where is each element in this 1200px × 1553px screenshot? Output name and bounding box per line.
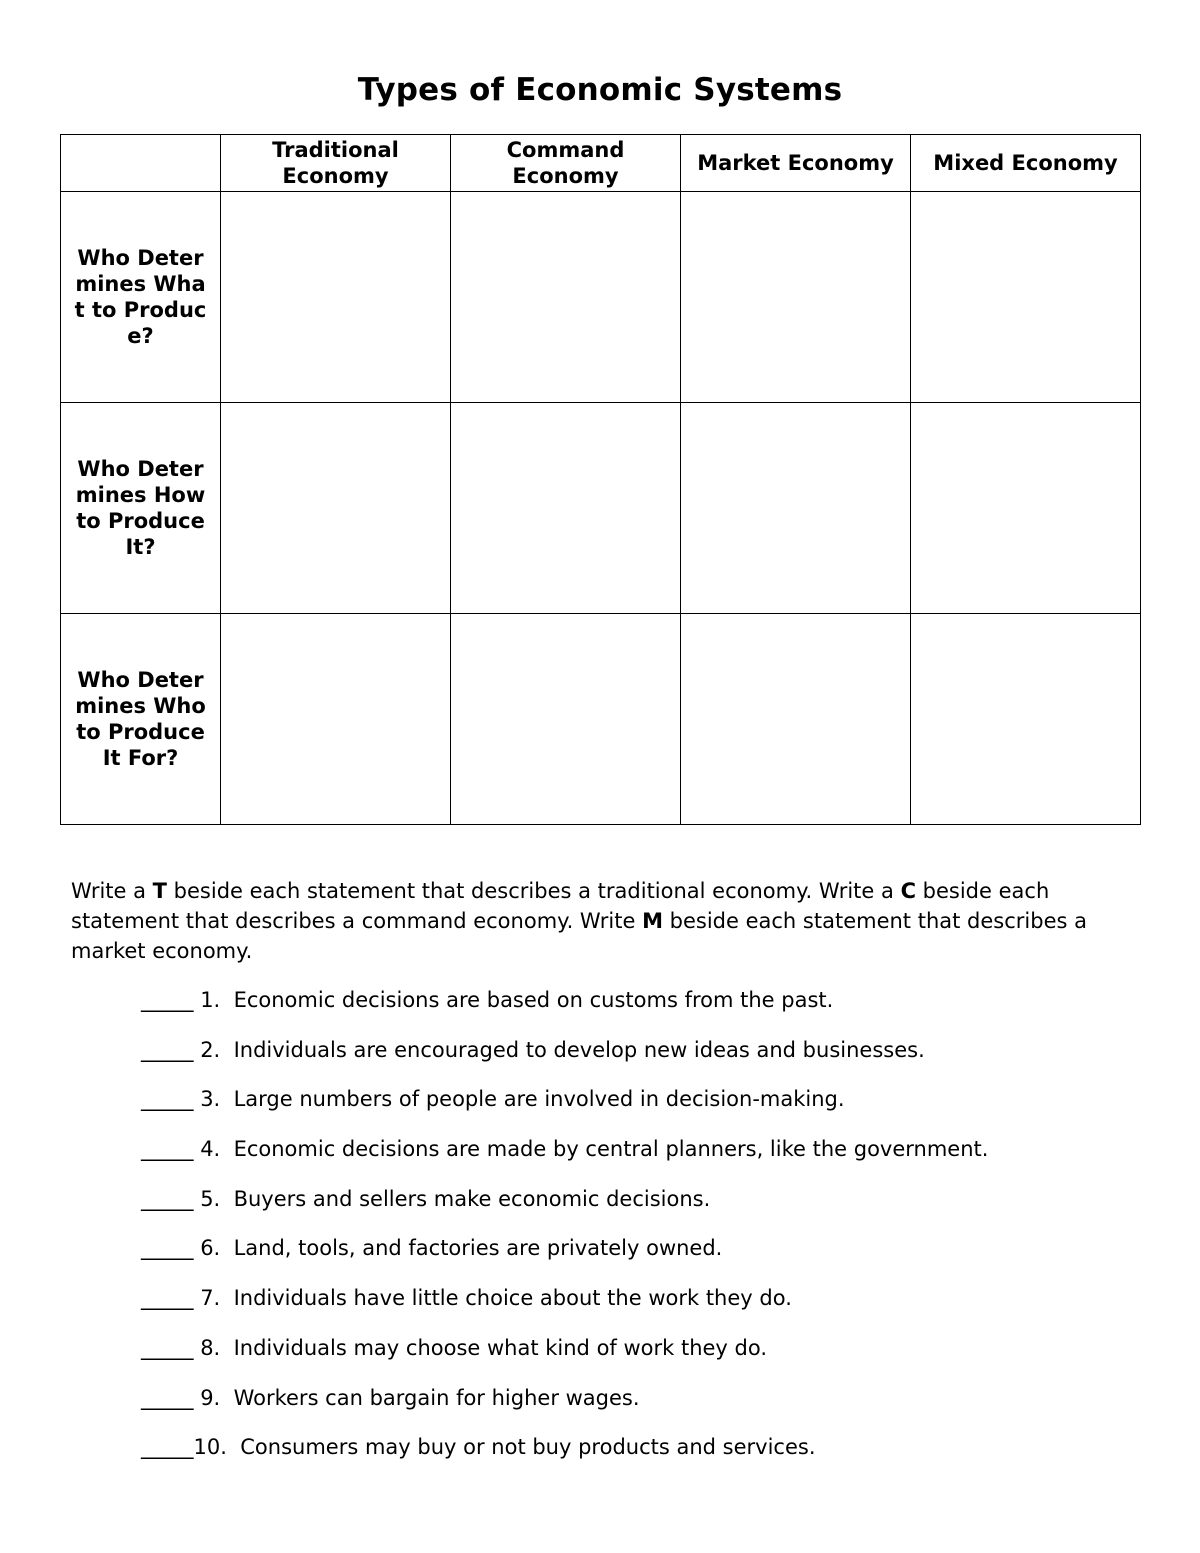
item-number: 5. (200, 1186, 221, 1211)
item-text: Large numbers of people are involved in decision-making. (220, 1087, 845, 1112)
row-label-how: Who Determines How to Produce It? (61, 403, 221, 614)
answer-cell[interactable] (911, 403, 1141, 614)
item-text: Buyers and sellers make economic decisions. (220, 1186, 711, 1211)
table-row (61, 403, 1141, 614)
item-number: 7. (200, 1286, 221, 1311)
answer-cell[interactable] (221, 192, 451, 403)
letter-t: T (152, 879, 167, 903)
answer-blank[interactable]: _____ (141, 1435, 194, 1460)
page-title: Types of Economic Systems (357, 72, 843, 108)
answer-blank[interactable]: _____ (141, 1385, 201, 1410)
item-number: 6. (200, 1236, 221, 1261)
list-item (141, 1084, 1141, 1134)
instructions-text: beside each statement that describes a market economy. (71, 909, 1087, 963)
answer-blank[interactable]: _____ (141, 988, 201, 1012)
statement-list (141, 985, 1141, 1482)
item-text: Consumers may buy or not buy products and services. (226, 1435, 816, 1460)
item-text: Individuals may choose what kind of work they do. (220, 1335, 768, 1360)
answer-cell[interactable] (451, 192, 681, 403)
list-item (141, 1184, 1141, 1234)
answer-cell[interactable] (221, 403, 451, 614)
item-number: 8. (200, 1335, 221, 1360)
answer-blank[interactable]: _____ (141, 1137, 201, 1162)
item-text: Economic decisions are made by central planners, like the government. (220, 1137, 989, 1162)
instructions-paragraph (71, 876, 1141, 966)
item-text: Economic decisions are based on customs from the past. (220, 988, 834, 1012)
list-item (141, 1333, 1141, 1383)
item-number: 1. (200, 988, 221, 1012)
header-command-economy: Command Economy (451, 135, 681, 192)
answer-cell[interactable] (911, 614, 1141, 825)
header-market-economy: Market Economy (681, 135, 911, 192)
table-row (61, 614, 1141, 825)
item-number: 9. (200, 1385, 221, 1410)
table-header-row (61, 135, 1141, 192)
list-item (141, 1432, 1141, 1482)
answer-blank[interactable]: _____ (141, 1087, 201, 1112)
answer-blank[interactable]: _____ (141, 1186, 201, 1211)
header-mixed-economy: Mixed Economy (911, 135, 1141, 192)
economic-systems-table (60, 134, 1141, 825)
item-number: 10. (193, 1435, 227, 1460)
item-number: 3. (200, 1087, 221, 1112)
list-item (141, 1134, 1141, 1184)
answer-blank[interactable]: _____ (141, 1335, 201, 1360)
answer-cell[interactable] (221, 614, 451, 825)
item-text: Individuals are encouraged to develop new ideas and businesses. (220, 1037, 925, 1062)
item-text: Workers can bargain for higher wages. (220, 1385, 640, 1410)
instructions-text: beside each statement that describes a command economy. Write (71, 879, 1050, 933)
answer-cell[interactable] (451, 614, 681, 825)
answer-cell[interactable] (681, 192, 911, 403)
letter-c: C (900, 879, 916, 903)
list-item (141, 1233, 1141, 1283)
answer-cell[interactable] (451, 403, 681, 614)
answer-blank[interactable]: _____ (141, 1286, 201, 1311)
item-number: 4. (200, 1137, 221, 1162)
table-row (61, 192, 1141, 403)
row-label-what: Who Determines What to Produce? (61, 192, 221, 403)
answer-blank[interactable]: _____ (141, 1236, 201, 1261)
list-item (141, 985, 1141, 1035)
list-item (141, 1383, 1141, 1433)
item-text: Individuals have little choice about the work they do. (220, 1286, 792, 1311)
list-item (141, 1035, 1141, 1085)
answer-blank[interactable]: _____ (141, 1037, 201, 1062)
instructions-text: beside each statement that describes a traditional economy. Write a (167, 879, 901, 903)
corner-cell (61, 135, 221, 192)
answer-cell[interactable] (911, 192, 1141, 403)
row-label-for-whom: Who Determines Who to Produce It For? (61, 614, 221, 825)
letter-m: M (642, 909, 663, 933)
answer-cell[interactable] (681, 403, 911, 614)
item-number: 2. (200, 1037, 221, 1062)
answer-cell[interactable] (681, 614, 911, 825)
item-text: Land, tools, and factories are privately owned. (220, 1236, 723, 1261)
list-item (141, 1283, 1141, 1333)
instructions-text: Write a (71, 879, 153, 903)
header-traditional-economy: Traditional Economy (221, 135, 451, 192)
